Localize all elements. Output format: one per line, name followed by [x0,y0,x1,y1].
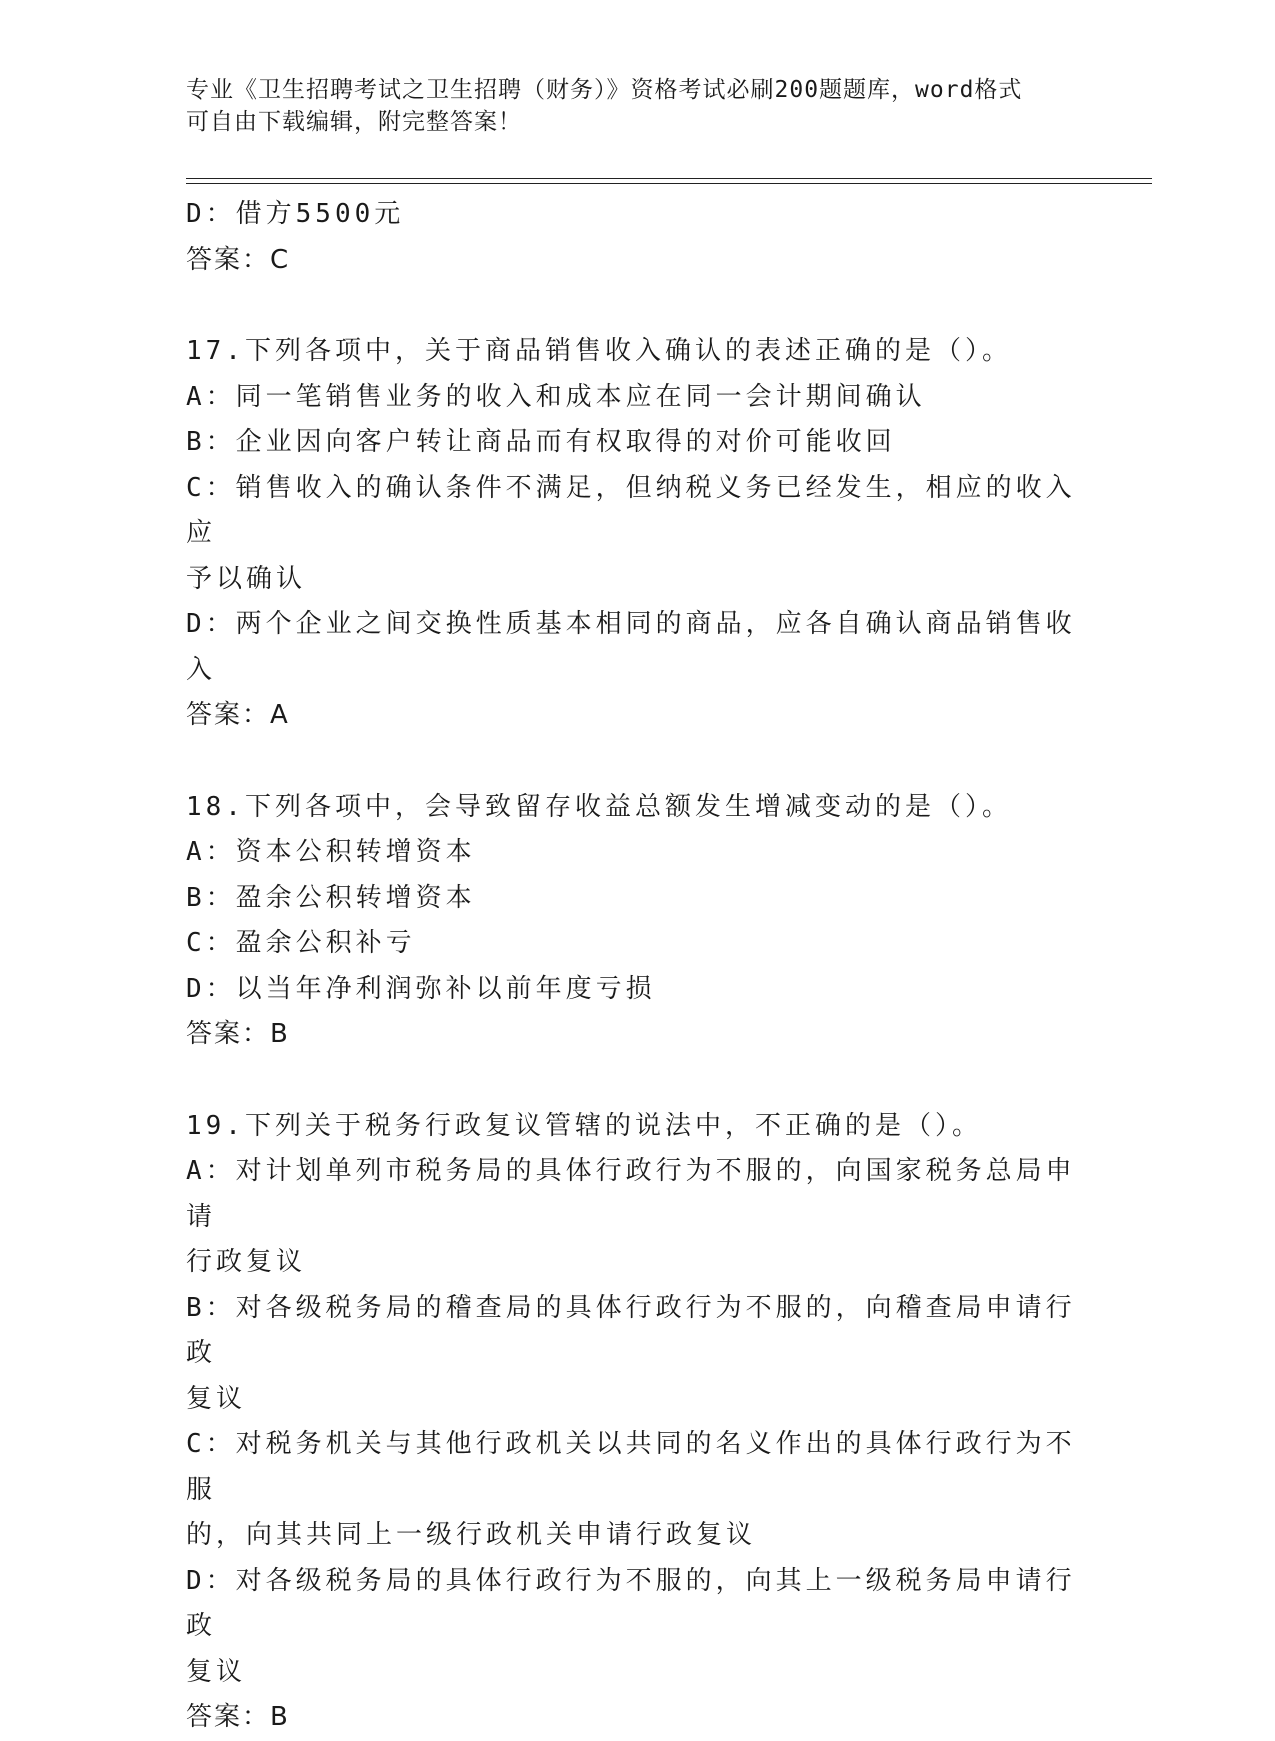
page-header [186,74,1086,138]
header-title-line-2: 可自由下载编辑，附完整答案！ [186,109,522,135]
question-content [186,192,1086,1741]
option-a: A：同一笔销售业务的收入和成本应在同一会计期间确认 [186,381,926,412]
answer-line: 答案：B [186,1019,290,1049]
answer-line: 答案：C [186,244,291,275]
option-d: D：两个企业之间交换性质基本相同的商品，应各自确认商品销售收入 [186,609,1076,685]
previous-question-tail [186,192,1086,283]
option-b: B：盈余公积转增资本 [186,882,476,913]
answer-line: 答案：B [186,1702,290,1732]
option-b-continued: 复议 [186,1383,247,1414]
spacer [186,283,1086,329]
option-c: C：对税务机关与其他行政机关以共同的名义作出的具体行政行为不服 [186,1429,1076,1505]
question-18 [186,785,1086,1058]
option-d: D：以当年净利润弥补以前年度亏损 [186,973,656,1004]
option-a-continued: 行政复议 [186,1247,307,1277]
question-19 [186,1104,1086,1741]
spacer [186,739,1086,785]
header-title-line-1: 专业《卫生招聘考试之卫生招聘（财务）》资格考试必刷200题题库，word格式 [186,77,1023,103]
question-17 [186,329,1086,739]
answer-line: 答案：A [186,700,290,730]
question-stem: 18.下列各项中，会导致留存收益总额发生增减变动的是（）。 [186,791,1012,822]
option-c: C：销售收入的确认条件不满足，但纳税义务已经发生，相应的收入应 [186,472,1076,548]
spacer [186,1058,1086,1104]
question-stem: 17.下列各项中，关于商品销售收入确认的表述正确的是（）。 [186,336,1012,366]
option-c-continued: 的，向其共同上一级行政机关申请行政复议 [186,1520,757,1550]
option-d-continued: 复议 [186,1656,247,1687]
option-a: A：资本公积转增资本 [186,837,476,867]
header-divider-top [186,178,1152,179]
option-d: D：对各级税务局的具体行政行为不服的，向其上一级税务局申请行政 [186,1565,1076,1641]
option-b: B：对各级税务局的稽查局的具体行政行为不服的，向稽查局申请行政 [186,1292,1076,1368]
option-b: B：企业因向客户转让商品而有权取得的对价可能收回 [186,427,896,457]
option-a: A：对计划单列市税务局的具体行政行为不服的，向国家税务总局申请 [186,1156,1076,1232]
option-d: D：借方5500元 [186,199,405,229]
option-c: C：盈余公积补亏 [186,928,416,958]
header-divider-bottom [186,183,1152,184]
question-stem: 19.下列关于税务行政复议管辖的说法中，不正确的是（）。 [186,1110,982,1141]
option-c-continued: 予以确认 [186,563,307,594]
